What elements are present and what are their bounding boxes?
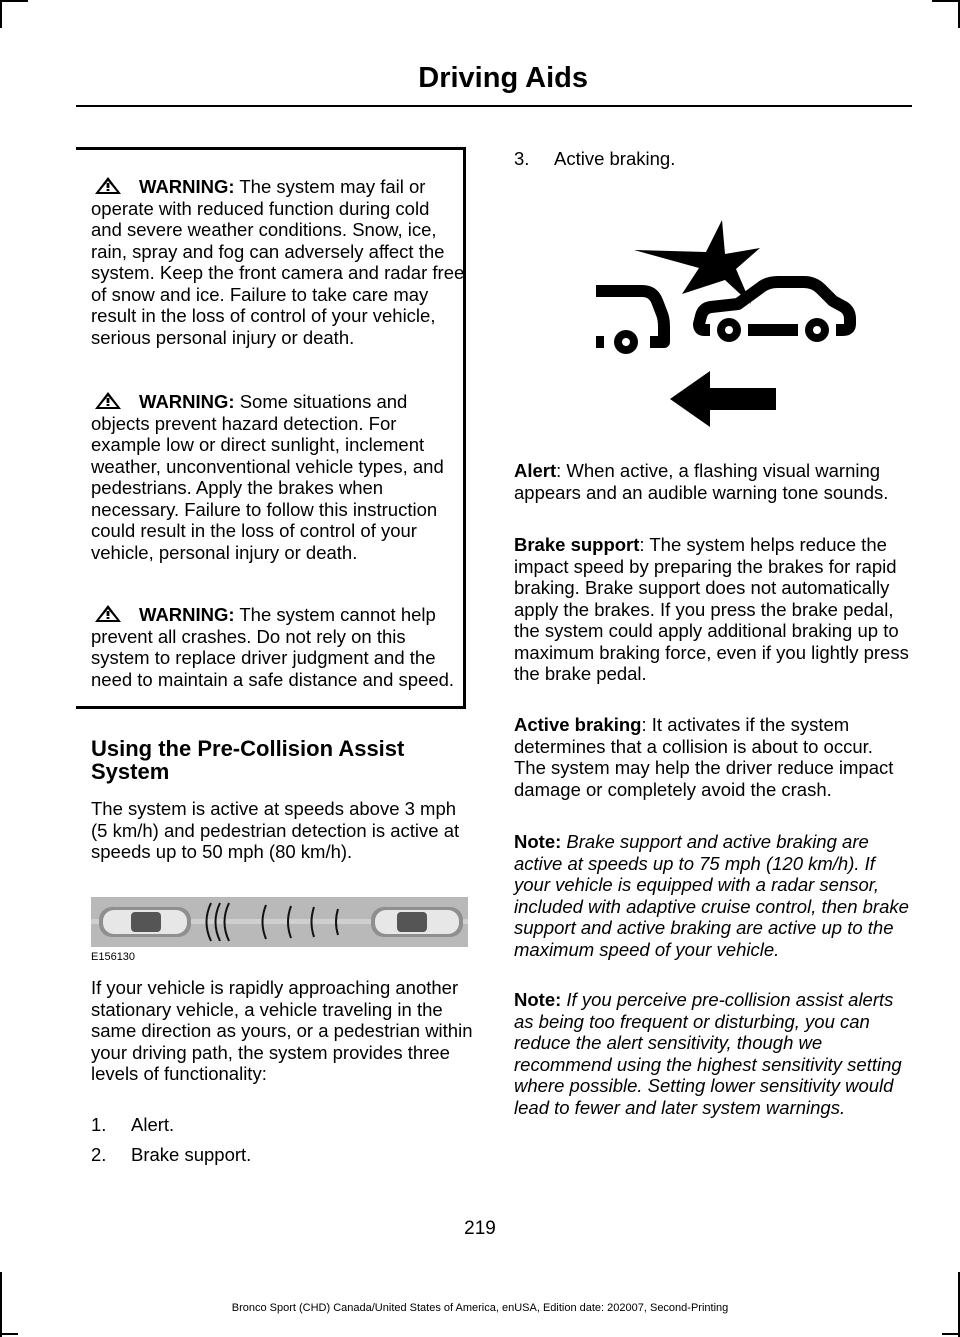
- warning-3: [91, 604, 465, 690]
- note-text: Brake support and active braking are active at speeds up to 75 mph (120 km/h). If your vehicle is equipped with a radar sensor, included with adaptive cruise control, then brake support and active braking are active up to the maximum speed of your vehicle.: [514, 831, 909, 960]
- list-number: 2.: [91, 1144, 107, 1165]
- note-text: If you perceive pre-collision assist alerts as being too frequent or disturbing, you can reduce the alert sensitivity, though we recommend using the highest sensitivity setting where possible. Setting lower sensitivity would lead to fewer and later system warnings.: [514, 989, 902, 1118]
- car-icon: [99, 907, 191, 937]
- warning-label: WARNING:: [139, 176, 235, 197]
- brake-support-paragraph: [514, 534, 909, 685]
- note-label: Note:: [514, 831, 562, 852]
- crop-mark: [0, 1333, 18, 1335]
- section-heading: Using the Pre-Collision Assist System: [91, 736, 405, 784]
- list-number: 3.: [514, 148, 530, 169]
- car-icon: [371, 907, 463, 937]
- active-braking-paragraph: [514, 714, 909, 800]
- radar-vehicles-figure: [91, 897, 468, 947]
- warning-triangle-icon: [91, 176, 133, 196]
- warning-text: The system may fail or operate with reduced function during cold and severe weather conditions. Snow, ice, rain, spray and fog can adversely affect the system. Keep the front camera and radar free of snow and ice. Failure to take care may result in the loss of control of your vehicle, serious personal injury or death.: [91, 176, 465, 348]
- alert-text: : When active, a flashing visual warning appears and an audible warning tone sounds.: [514, 460, 889, 503]
- note-1: [514, 831, 909, 960]
- functionality-paragraph: If your vehicle is rapidly approaching another stationary vehicle, a vehicle traveling in the same direction as yours, or a pedestrian within your driving path, the system provides three levels of functionality:: [91, 977, 473, 1084]
- warning-triangle-icon: [91, 604, 133, 624]
- list-item: [91, 1144, 251, 1166]
- crop-mark: [0, 0, 2, 28]
- page-number: 219: [464, 1218, 496, 1239]
- active-braking-term: Active braking: [514, 714, 642, 735]
- crop-mark: [942, 1333, 960, 1335]
- intro-paragraph: The system is active at speeds above 3 mph (5 km/h) and pedestrian detection is active at speeds up to 50 mph (80 km/h).: [91, 798, 460, 862]
- warning-text: Some situations and objects prevent hazard detection. For example low or direct sunlight, inclement weather, unconventional vehicle types, and pedestrians. Apply the brakes when necessary. Failure to follow this instruction could result in the loss of control of your vehicle, personal injury or death.: [91, 391, 444, 563]
- crop-mark: [932, 0, 960, 2]
- list-text: Brake support.: [131, 1144, 252, 1165]
- note-label: Note:: [514, 989, 562, 1010]
- warning-text: The system cannot help prevent all crashes. Do not rely on this system to replace driver judgment and the need to maintain a safe distance and speed.: [91, 604, 455, 690]
- warning-label: WARNING:: [139, 391, 235, 412]
- warning-triangle-icon: [91, 391, 133, 411]
- alert-term: Alert: [514, 460, 557, 481]
- list-item: [91, 1114, 174, 1136]
- list-item: [514, 148, 675, 170]
- list-number: 1.: [91, 1114, 107, 1135]
- active-braking-figure: [590, 190, 860, 440]
- brake-support-text: : The system helps reduce the impact speed by preparing the brakes for rapid braking. Brake support does not automatically apply the brakes. If you press the brake pedal, the system could apply additional braking up to maximum braking force, even if you lightly press the brake pedal.: [514, 534, 909, 684]
- section-title: Driving Aids: [418, 62, 588, 94]
- brake-support-term: Brake support: [514, 534, 640, 555]
- figure-code: E156130: [91, 951, 136, 963]
- list-text: Alert.: [131, 1114, 175, 1135]
- warning-label: WARNING:: [139, 604, 235, 625]
- list-text: Active braking.: [554, 148, 676, 169]
- active-braking-text: : It activates if the system determines that a collision is about to occur. The system may help the driver reduce impact damage or completely avoid the crash.: [514, 714, 894, 800]
- crop-mark: [0, 0, 28, 2]
- footer-text: Bronco Sport (CHD) Canada/United States of America, enUSA, Edition date: 202007, Second-Printing: [231, 1302, 729, 1314]
- header-rule: [76, 105, 912, 107]
- note-2: [514, 989, 909, 1118]
- alert-paragraph: [514, 460, 909, 503]
- warning-1: [91, 176, 465, 348]
- warning-2: [91, 391, 465, 563]
- arrow-left-icon: [670, 371, 776, 427]
